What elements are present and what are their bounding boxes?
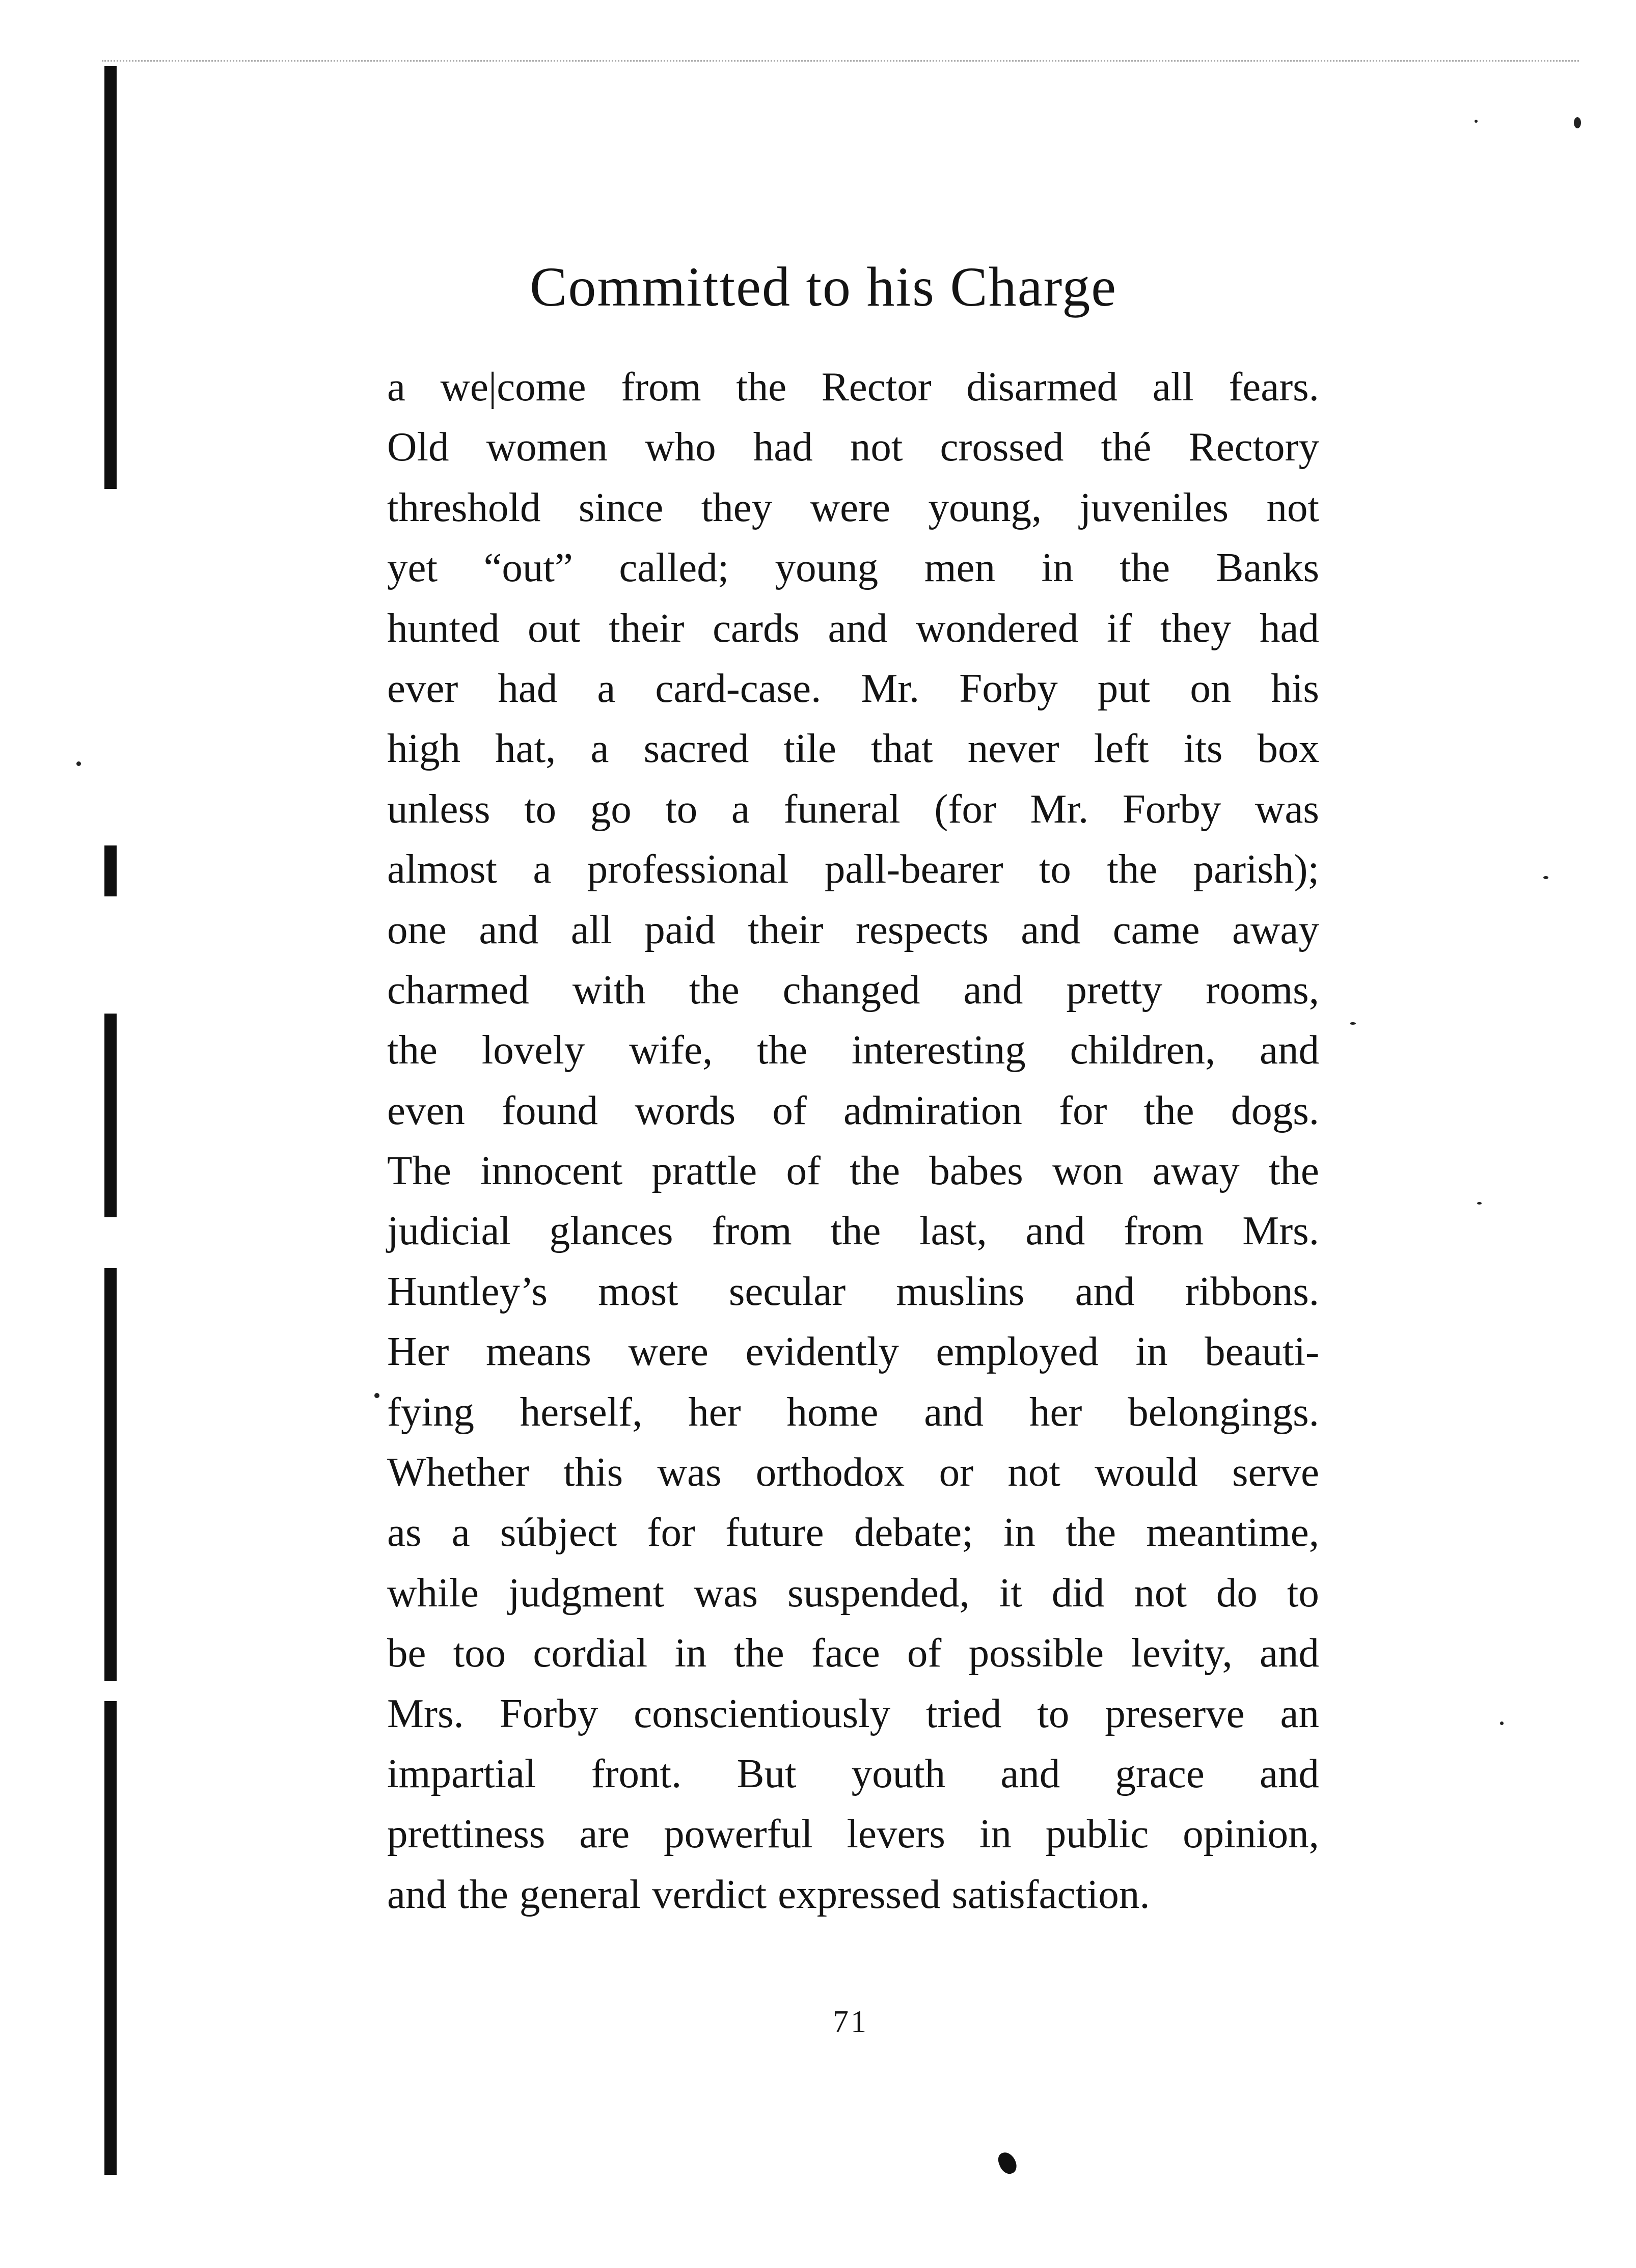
word: young,: [928, 484, 1042, 530]
word: the: [733, 1630, 784, 1676]
word: powerful: [664, 1811, 813, 1857]
text-line: [387, 718, 1319, 778]
word: The: [387, 1147, 451, 1194]
word: a: [387, 364, 405, 409]
text-line: [387, 1502, 1319, 1562]
word: for: [1058, 1087, 1107, 1133]
word: yet: [387, 544, 438, 591]
word: preserve: [1105, 1690, 1245, 1736]
word: súbject: [500, 1509, 617, 1555]
word: be: [387, 1630, 426, 1676]
word: paid: [644, 906, 716, 952]
word: put: [1097, 665, 1151, 711]
text-line: [387, 658, 1319, 718]
scan-speck: [1477, 1202, 1482, 1205]
word: its: [1183, 725, 1223, 772]
word: not: [1266, 484, 1319, 530]
word: box: [1257, 725, 1319, 772]
word: and: [1025, 1208, 1085, 1254]
word: or: [939, 1449, 974, 1495]
word: beauti-: [1205, 1328, 1319, 1375]
word: home: [786, 1388, 879, 1435]
word: unless: [387, 785, 490, 832]
word: tried: [926, 1690, 1002, 1736]
word: did: [1051, 1569, 1105, 1616]
word: it: [999, 1569, 1022, 1616]
word: possible: [968, 1630, 1104, 1676]
word: card-case.: [655, 665, 822, 711]
text-line: [387, 839, 1319, 899]
word: rooms,: [1206, 966, 1319, 1013]
word: Mrs.: [387, 1690, 464, 1736]
word: Forby: [499, 1690, 598, 1736]
word: hunted: [387, 605, 500, 651]
word: meantime,: [1146, 1509, 1319, 1555]
word: out: [528, 605, 581, 651]
word: a: [597, 665, 616, 711]
word: and: [924, 1388, 984, 1435]
word: hat,: [495, 725, 556, 772]
word: for: [647, 1509, 695, 1555]
word: “out”: [483, 544, 573, 591]
word: they: [701, 484, 773, 530]
word: wife,: [629, 1027, 713, 1073]
word: dogs.: [1231, 1087, 1319, 1133]
word: means: [486, 1328, 591, 1375]
word: from: [621, 364, 701, 409]
word: was: [694, 1569, 758, 1616]
text-line: [387, 1140, 1319, 1200]
word: to: [665, 785, 698, 832]
word: employed: [936, 1328, 1099, 1375]
word: was: [657, 1449, 722, 1495]
word: never: [967, 725, 1059, 772]
word: with: [572, 966, 646, 1013]
text-line: [387, 1743, 1319, 1804]
word: secular: [728, 1268, 846, 1314]
word: found: [502, 1087, 598, 1133]
word: all: [1152, 364, 1194, 409]
word: sacred: [643, 725, 749, 772]
word: in: [979, 1811, 1012, 1857]
text-line: [387, 1864, 1319, 1924]
word: threshold: [387, 484, 541, 530]
word: changed: [782, 966, 920, 1013]
word: and: [828, 605, 888, 651]
word: Forby: [959, 665, 1058, 711]
word: and: [1021, 906, 1081, 952]
word: away: [1232, 906, 1319, 952]
word: most: [598, 1268, 678, 1314]
word: Old: [387, 424, 449, 470]
word: away: [1152, 1147, 1240, 1194]
word: public: [1045, 1811, 1149, 1857]
text-line: [387, 1321, 1319, 1381]
word: professional: [587, 846, 789, 892]
word: face: [811, 1630, 880, 1676]
word: her: [1029, 1388, 1082, 1435]
text-line: [387, 960, 1319, 1020]
word: funeral: [783, 785, 901, 832]
word: women: [486, 424, 608, 470]
text-line: [387, 1080, 1319, 1140]
word: muslins: [896, 1268, 1025, 1314]
word: the: [1268, 1147, 1319, 1194]
word: not: [1007, 1449, 1060, 1495]
word: verdict: [652, 1871, 767, 1917]
word: children,: [1070, 1027, 1216, 1073]
word: fying: [387, 1388, 474, 1435]
word: youth: [851, 1750, 946, 1796]
word: in: [1003, 1509, 1035, 1555]
text-line: [387, 417, 1319, 477]
word: the: [1107, 846, 1158, 892]
word: go: [590, 785, 632, 832]
word: Huntley’s: [387, 1268, 548, 1314]
word: expressed: [778, 1871, 941, 1917]
word: the: [1066, 1509, 1116, 1555]
word: disarmed: [966, 364, 1118, 409]
word: and: [387, 1871, 447, 1917]
word: of: [786, 1147, 821, 1194]
text-line: [387, 598, 1319, 658]
scan-speck: [1500, 1722, 1504, 1725]
word: crossed: [940, 424, 1064, 470]
scan-speck: [1543, 876, 1548, 879]
word: serve: [1232, 1449, 1319, 1495]
word: future: [725, 1509, 824, 1555]
text-line: [387, 1020, 1319, 1080]
text-line: [387, 1623, 1319, 1683]
word: innocent: [480, 1147, 623, 1194]
word: while: [387, 1569, 479, 1616]
word: high: [387, 725, 461, 772]
word: and: [963, 966, 1023, 1013]
word: glances: [549, 1208, 673, 1254]
word: won: [1052, 1147, 1124, 1194]
scan-speck: [76, 761, 81, 766]
word: Banks: [1216, 544, 1319, 591]
word: levers: [847, 1811, 945, 1857]
word: orthodox: [755, 1449, 905, 1495]
word: a: [533, 846, 552, 892]
word: as: [387, 1509, 422, 1555]
word: in: [1041, 544, 1074, 591]
word: and: [1075, 1268, 1135, 1314]
word: last,: [919, 1208, 987, 1254]
word: to: [1037, 1690, 1070, 1736]
word: in: [1135, 1328, 1168, 1375]
word: Her: [387, 1328, 449, 1375]
word: called;: [619, 544, 729, 591]
word: lovely: [481, 1027, 585, 1073]
word: to: [524, 785, 557, 832]
text-line: [387, 1442, 1319, 1502]
word: the: [850, 1147, 901, 1194]
word: general: [519, 1871, 641, 1917]
word: impartial: [387, 1750, 536, 1796]
word: ever: [387, 665, 458, 711]
word: from: [712, 1208, 792, 1254]
word: even: [387, 1087, 465, 1133]
text-line: [387, 1382, 1319, 1442]
text-line: [387, 779, 1319, 839]
word: on: [1190, 665, 1232, 711]
word: to: [1287, 1569, 1319, 1616]
text-line: [387, 1200, 1319, 1261]
body-text: [387, 357, 1319, 1924]
word: in: [674, 1630, 707, 1676]
word: Whether: [387, 1449, 529, 1495]
word: a: [590, 725, 609, 772]
word: ribbons.: [1185, 1268, 1319, 1314]
word: all: [570, 906, 612, 952]
word: had: [498, 665, 558, 711]
word: charmed: [387, 966, 529, 1013]
word: and: [1259, 1750, 1319, 1796]
word: a: [451, 1509, 470, 1555]
word: Forby: [1122, 785, 1221, 832]
word: Rector: [821, 364, 932, 409]
text-line: [387, 899, 1319, 960]
word: since: [578, 484, 664, 530]
word: young: [775, 544, 879, 591]
word: Mr.: [861, 665, 920, 711]
word: the: [457, 1871, 508, 1917]
word: were: [628, 1328, 708, 1375]
text-line: [387, 1683, 1319, 1743]
word: cordial: [533, 1630, 648, 1676]
word: and: [479, 906, 539, 952]
word: to: [1039, 846, 1071, 892]
word: respects: [855, 906, 989, 952]
scan-speck: [1350, 1022, 1356, 1025]
word: their: [609, 605, 685, 651]
word: men: [924, 544, 996, 591]
word: belongings.: [1128, 1388, 1319, 1435]
word: not: [850, 424, 903, 470]
word: came: [1112, 906, 1200, 952]
word: the: [1120, 544, 1170, 591]
scan-speck: [374, 1393, 379, 1398]
word: the: [387, 1027, 438, 1073]
text-line: [387, 477, 1319, 537]
word: judgment: [508, 1569, 664, 1616]
word: of: [907, 1630, 942, 1676]
word: prattle: [651, 1147, 757, 1194]
word: we|come: [440, 364, 586, 409]
word: the: [689, 966, 740, 1013]
scan-binding-gap: [99, 1681, 122, 1701]
text-line: [387, 537, 1319, 597]
word: suspended,: [787, 1569, 970, 1616]
word: almost: [387, 846, 497, 892]
word: front.: [591, 1750, 682, 1796]
word: a: [731, 785, 750, 832]
word: cards: [713, 605, 800, 651]
word: was: [1255, 785, 1319, 832]
word: are: [579, 1811, 630, 1857]
page-number: 71: [833, 2005, 868, 2039]
word: do: [1216, 1569, 1258, 1616]
word: parish);: [1193, 846, 1319, 892]
word: Mr.: [1030, 785, 1089, 832]
word: interesting: [851, 1027, 1026, 1073]
word: had: [753, 424, 813, 470]
word: of: [772, 1087, 807, 1133]
word: babes: [929, 1147, 1023, 1194]
running-head: Committed to his Charge: [530, 256, 1117, 318]
word: the: [736, 364, 787, 409]
word: not: [1134, 1569, 1187, 1616]
word: conscientiously: [634, 1690, 891, 1736]
word: the: [1143, 1087, 1194, 1133]
word: debate;: [854, 1509, 973, 1555]
word: pretty: [1066, 966, 1163, 1013]
word: and: [1259, 1630, 1319, 1676]
word: judicial: [387, 1208, 511, 1254]
text-line: [387, 1804, 1319, 1864]
word: his: [1271, 665, 1319, 711]
scan-binding-gap: [99, 1217, 122, 1268]
word: this: [563, 1449, 623, 1495]
word: (for: [934, 785, 996, 832]
word: who: [645, 424, 716, 470]
word: her: [688, 1388, 741, 1435]
ink-blot-icon: [996, 2150, 1019, 2176]
word: opinion,: [1183, 1811, 1319, 1857]
word: Mrs.: [1242, 1208, 1319, 1254]
word: that: [871, 725, 933, 772]
word: too: [453, 1630, 506, 1676]
word: admiration: [843, 1087, 1022, 1133]
word: if: [1106, 605, 1132, 651]
text-line: [387, 1563, 1319, 1623]
scan-speck: [1574, 117, 1581, 128]
word: an: [1280, 1690, 1319, 1736]
word: had: [1259, 605, 1319, 651]
word: would: [1095, 1449, 1198, 1495]
word: words: [635, 1087, 736, 1133]
word: evidently: [745, 1328, 899, 1375]
text-line: [387, 357, 1319, 417]
word: the: [830, 1208, 881, 1254]
word: were: [810, 484, 891, 530]
word: juveniles: [1079, 484, 1229, 530]
word: tile: [783, 725, 837, 772]
scan-speck: [1475, 120, 1478, 123]
word: levity,: [1131, 1630, 1233, 1676]
word: thé: [1101, 424, 1152, 470]
word: and: [1000, 1750, 1060, 1796]
word: herself,: [520, 1388, 643, 1435]
word: prettiness: [387, 1811, 546, 1857]
scan-binding-edge: [104, 66, 117, 2175]
scan-top-edge: [102, 60, 1579, 64]
word: and: [1260, 1027, 1319, 1073]
word: from: [1124, 1208, 1204, 1254]
text-line: [387, 1261, 1319, 1321]
word: Rectory: [1188, 424, 1319, 470]
word: satisfaction.: [951, 1871, 1150, 1917]
word: left: [1094, 725, 1149, 772]
word: But: [737, 1750, 797, 1796]
word: their: [748, 906, 824, 952]
word: fears.: [1229, 364, 1319, 409]
word: grace: [1115, 1750, 1205, 1796]
scan-binding-gap: [99, 489, 122, 845]
word: wondered: [916, 605, 1079, 651]
word: pall-bearer: [824, 846, 1003, 892]
word: they: [1160, 605, 1232, 651]
word: the: [757, 1027, 808, 1073]
word: one: [387, 906, 447, 952]
scan-binding-gap: [99, 896, 122, 1014]
